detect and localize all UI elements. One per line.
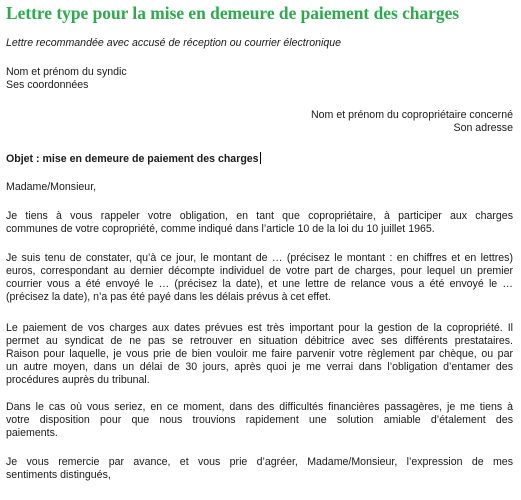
paragraph-line: courrier vous a été envoyé le … (précisez la date), et une lettre de relance vous a été envoyé le … [6,278,513,290]
paragraph-line: procédures auprès du tribunal. [6,374,150,386]
paragraph-line: Le paiement de vos charges aux dates prévues est très important pour la gestion de la copropriété. Il [6,322,513,334]
paragraph-line: Dans le cas où vous seriez, en ce moment, dans des difficultés financières passagères, je me tiens à [6,401,513,413]
paragraph-line: votre disposition pour que nous trouvions rapidement une solution amiable d’étalement des [6,414,513,426]
sender-contact: Ses coordonnées [6,79,89,91]
sender-name: Nom et prénom du syndic [6,66,127,78]
paragraph-financial-difficulties [6,401,513,440]
subject-line[interactable] [6,152,261,166]
recipient-address: Son adresse [453,122,513,134]
paragraph-obligation [6,210,513,236]
subject-text: Objet : mise en demeure de paiement des charges [6,153,259,165]
paragraph-line: permet au syndicat de ne pas se retrouver en situation débitrice avec ses différents prestataires. [6,335,513,347]
letter-title: Lettre type pour la mise en demeure de paiement des charges [6,3,460,23]
paragraph-line: Je vous remercie par avance, et vous prie d’agréer, Madame/Monsieur, l’expression de mes [6,456,513,468]
text-cursor [260,152,261,164]
salutation: Madame/Monsieur, [6,181,97,193]
recipient-name: Nom et prénom du copropriétaire concerné [311,109,513,121]
paragraph-line: Je suis tenu de constater, qu’à ce jour, le montant de … (précisez le montant : en chiffres et en lettres) [6,252,513,264]
paragraph-line: paiements. [6,427,58,439]
paragraph-line: communes de votre copropriété, comme indiqué dans l’article 10 de la loi du 10 juillet 1965. [6,223,435,235]
paragraph-line: (précisez la date), n’a pas été payé dans les délais prévus à cet effet. [6,291,331,303]
paragraph-line: sentiments distingués, [6,469,111,481]
paragraph-amount-due [6,252,513,304]
paragraph-line: Raison pour laquelle, je vous prie de bien vouloir me faire parvenir votre règlement par chèque, ou par [6,348,513,360]
paragraph-closing [6,456,513,482]
sender-block [6,66,127,92]
paragraph-line: euros, correspondant au dernier décompte individuel de votre part de charges, pour lequel un premier [6,265,513,277]
recipient-block [311,109,513,135]
delivery-method: Lettre recommandée avec accusé de réception ou courrier électronique [6,37,342,49]
paragraph-payment-importance [6,322,513,387]
paragraph-line: Je tiens à vous rappeler votre obligation, en tant que copropriétaire, à participer aux charges [6,210,513,222]
paragraph-line: un autre moyen, dans un délai de 30 jours, après quoi je me verrai dans l’obligation d’entamer des [6,361,513,373]
